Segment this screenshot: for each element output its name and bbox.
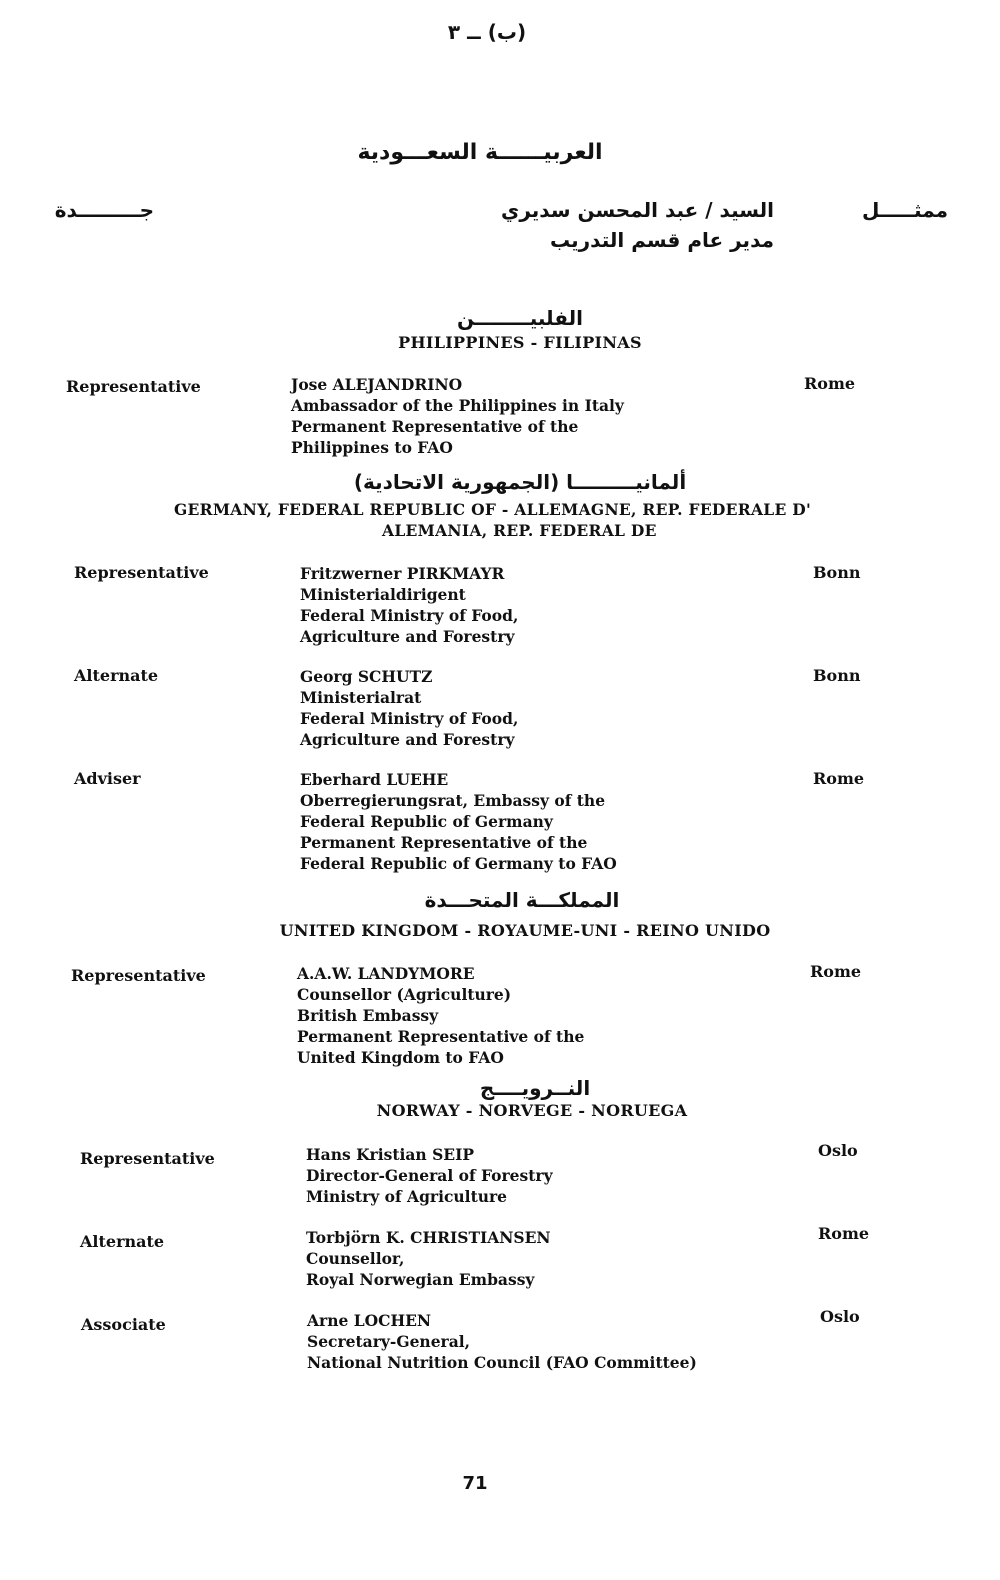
delegate-role: Adviser xyxy=(74,769,141,788)
delegate-role: Alternate xyxy=(80,1232,165,1251)
delegate-city: Bonn xyxy=(813,563,861,582)
delegate-name: Torbjörn K. CHRISTIANSEN xyxy=(306,1228,551,1247)
delegate-detail-line: Ambassador of the Philippines in Italy xyxy=(291,396,624,415)
delegate-city: Rome xyxy=(818,1224,870,1243)
delegate-detail-line: Counsellor (Agriculture) xyxy=(297,985,512,1004)
delegate-detail-line: Permanent Representative of the xyxy=(300,833,588,852)
country-heading: PHILIPPINES - FILIPINAS xyxy=(398,333,642,352)
delegate-detail-line: Federal Ministry of Food, xyxy=(300,606,519,625)
delegate-detail-line: Permanent Representative of the xyxy=(297,1027,585,1046)
delegate-title-arabic: مدير عام قسم التدريب xyxy=(549,228,774,252)
delegate-detail-line: Philippines to FAO xyxy=(291,438,453,457)
delegate-city: Rome xyxy=(810,962,862,981)
delegate-detail-line: British Embassy xyxy=(297,1006,439,1025)
country-heading-arabic: ألمانيـــــــــا (الجمهورية الاتحادية) xyxy=(353,470,687,494)
delegate-city: Oslo xyxy=(820,1307,860,1326)
country-heading: UNITED KINGDOM - ROYAUME-UNI - REINO UNIDO xyxy=(279,921,771,940)
delegate-detail-line: Federal Republic of Germany to FAO xyxy=(300,854,617,873)
delegate-role: Representative xyxy=(71,966,206,985)
delegate-details xyxy=(300,563,518,647)
delegate-role: Representative xyxy=(80,1149,215,1168)
delegate-role: Alternate xyxy=(74,666,159,685)
delegate-details xyxy=(297,963,584,1068)
delegate-details xyxy=(307,1310,697,1373)
delegate-city: Rome xyxy=(813,769,865,788)
country-heading-arabic: الفلبيــــــــن xyxy=(457,306,583,330)
delegate-detail-line: Counsellor, xyxy=(306,1249,405,1268)
country-heading-arabic: العربيــــــة السعـــودية xyxy=(357,140,603,165)
delegate-detail-line: Permanent Representative of the xyxy=(291,417,579,436)
delegate-details xyxy=(300,769,617,874)
delegate-role: Representative xyxy=(74,563,209,582)
delegate-name: Jose ALEJANDRINO xyxy=(291,375,463,394)
delegate-role: Representative xyxy=(66,377,201,396)
role-arabic: ممثـــــل xyxy=(862,198,948,222)
delegate-detail-line: Director-General of Forestry xyxy=(306,1166,553,1185)
delegate-name: Fritzwerner PIRKMAYR xyxy=(300,564,505,583)
delegate-name: Georg SCHUTZ xyxy=(300,667,433,686)
delegate-role: Associate xyxy=(81,1315,166,1334)
delegate-detail-line: Ministerialdirigent xyxy=(300,585,466,604)
delegate-city: Rome xyxy=(804,374,856,393)
delegate-name: Arne LOCHEN xyxy=(307,1311,432,1330)
delegate-details xyxy=(291,374,624,458)
delegate-name: A.A.W. LANDYMORE xyxy=(297,964,475,983)
delegate-name-arabic: السيد / عبد المحسن سديري xyxy=(500,198,774,222)
country-heading-continued: ALEMANIA, REP. FEDERAL DE xyxy=(382,521,657,540)
delegate-details xyxy=(300,666,518,750)
city-arabic: جـــــــــدة xyxy=(54,198,154,222)
delegate-detail-line: Agriculture and Forestry xyxy=(300,730,515,749)
delegate-detail-line: Federal Republic of Germany xyxy=(300,812,553,831)
delegate-detail-line: Secretary-General, xyxy=(307,1332,471,1351)
delegate-detail-line: Ministry of Agriculture xyxy=(306,1187,508,1206)
delegate-detail-line: Federal Ministry of Food, xyxy=(300,709,519,728)
delegate-detail-line: Oberregierungsrat, Embassy of the xyxy=(300,791,606,810)
country-heading-arabic: النــرويــــج xyxy=(479,1076,591,1100)
page-number: 71 xyxy=(462,1473,488,1494)
delegate-name: Eberhard LUEHE xyxy=(300,770,449,789)
delegate-detail-line: Ministerialrat xyxy=(300,688,422,707)
country-heading: NORWAY - NORVEGE - NORUEGA xyxy=(376,1101,688,1120)
delegate-detail-line: Agriculture and Forestry xyxy=(300,627,515,646)
delegate-detail-line: United Kingdom to FAO xyxy=(297,1048,504,1067)
delegate-details xyxy=(306,1227,551,1290)
delegate-city: Oslo xyxy=(818,1141,858,1160)
delegate-name: Hans Kristian SEIP xyxy=(306,1145,475,1164)
country-heading: GERMANY, FEDERAL REPUBLIC OF - ALLEMAGNE, REP. FEDERALE D' xyxy=(174,500,812,519)
delegate-detail-line: Royal Norwegian Embassy xyxy=(306,1270,535,1289)
delegate-details xyxy=(306,1144,553,1207)
delegate-detail-line: National Nutrition Council (FAO Committee) xyxy=(307,1353,697,1372)
country-heading-arabic: المملكـــة المتحـــدة xyxy=(424,888,620,912)
page-reference: (ب) ــ ٣ xyxy=(447,20,527,44)
delegate-city: Bonn xyxy=(813,666,861,685)
